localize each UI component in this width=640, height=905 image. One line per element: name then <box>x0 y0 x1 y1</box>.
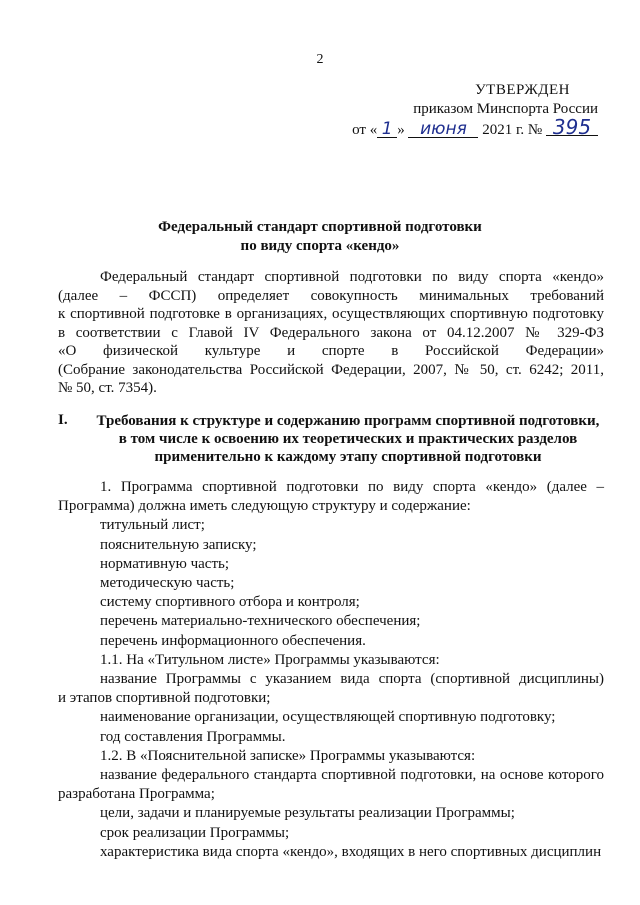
body-line: перечень информационного обеспечения. <box>100 632 366 649</box>
year-text: 2021 г. № <box>482 122 543 138</box>
section-title-line: применительно к каждому этапу спортивной подготовки <box>154 449 542 465</box>
body-line: год составления Программы. <box>100 728 286 745</box>
handwritten-day: 1 <box>377 121 397 138</box>
intro-line: (далее – ФССП) определяет совокупность минимальных требований <box>58 287 604 304</box>
body-text <box>58 478 604 862</box>
section-title <box>88 412 608 466</box>
approval-date-line <box>352 115 598 139</box>
intro-line: № 50, ст. 7354). <box>58 380 157 396</box>
date-quote-close: » <box>397 122 405 138</box>
date-prefix: от « <box>352 122 378 138</box>
body-line: перечень материально-технического обеспечения; <box>100 613 421 630</box>
body-line: систему спортивного отбора и контроля; <box>100 594 360 611</box>
section-number: I. <box>58 412 68 428</box>
body-line: пояснительную записку; <box>100 536 257 553</box>
section-title-line: в том числе к освоению их теоретических и практических разделов <box>118 431 578 447</box>
approval-by: приказом Минспорта России <box>413 101 598 117</box>
handwritten-order-number: 395 <box>546 119 598 136</box>
body-line: название федерального стандарта спортивной подготовки, на основе которого <box>100 767 604 784</box>
intro-paragraph <box>58 268 604 398</box>
body-line: разработана Программа; <box>58 786 215 803</box>
body-line: срок реализации Программы; <box>100 824 290 841</box>
intro-line: (Собрание законодательства Российской Федерации, 2007, № 50, ст. 6242; 2011, <box>58 361 604 378</box>
body-line: цели, задачи и планируемые результаты реализации Программы; <box>100 805 515 822</box>
body-line: 1.1. На «Титульном листе» Программы указываются: <box>100 651 440 668</box>
document-title <box>0 218 640 256</box>
body-line: 1. Программа спортивной подготовки по виду спорта «кендо» (далее – <box>100 479 604 495</box>
intro-line: в соответствии с Главой IV Федерального закона от 04.12.2007 № 329-ФЗ <box>58 324 604 341</box>
body-line: наименование организации, осуществляющей спортивную подготовку; <box>100 709 556 726</box>
intro-line: Федеральный стандарт спортивной подготовки по виду спорта «кендо» <box>100 269 604 285</box>
body-line: 1.2. В «Пояснительной записке» Программы указываются: <box>100 747 476 764</box>
section-title-line: Требования к структуре и содержанию программ спортивной подготовки, <box>96 413 600 429</box>
intro-line: к спортивной подготовке в организациях, осуществляющих спортивную подготовку <box>58 306 604 322</box>
body-line: титульный лист; <box>100 517 205 534</box>
page-number: 2 <box>316 52 324 67</box>
document-title-line: по виду спорта «кендо» <box>240 238 400 254</box>
body-line: характеристика вида спорта «кендо», входящих в него спортивных дисциплин <box>100 843 602 860</box>
document-title-line: Федеральный стандарт спортивной подготовки <box>158 219 482 235</box>
intro-line: «О физической культуре и спорте в Российской Федерации» <box>58 343 604 359</box>
approval-title: УТВЕРЖДЕН <box>475 82 570 98</box>
body-line: название Программы с указанием вида спорта (спортивной дисциплины) <box>100 671 604 688</box>
body-line: нормативную часть; <box>100 555 230 572</box>
body-line: и этапов спортивной подготовки; <box>58 690 271 707</box>
body-line: методическую часть; <box>100 575 235 592</box>
handwritten-month: июня <box>408 121 478 138</box>
body-line: Программа) должна иметь следующую структуру и содержание: <box>58 498 471 515</box>
